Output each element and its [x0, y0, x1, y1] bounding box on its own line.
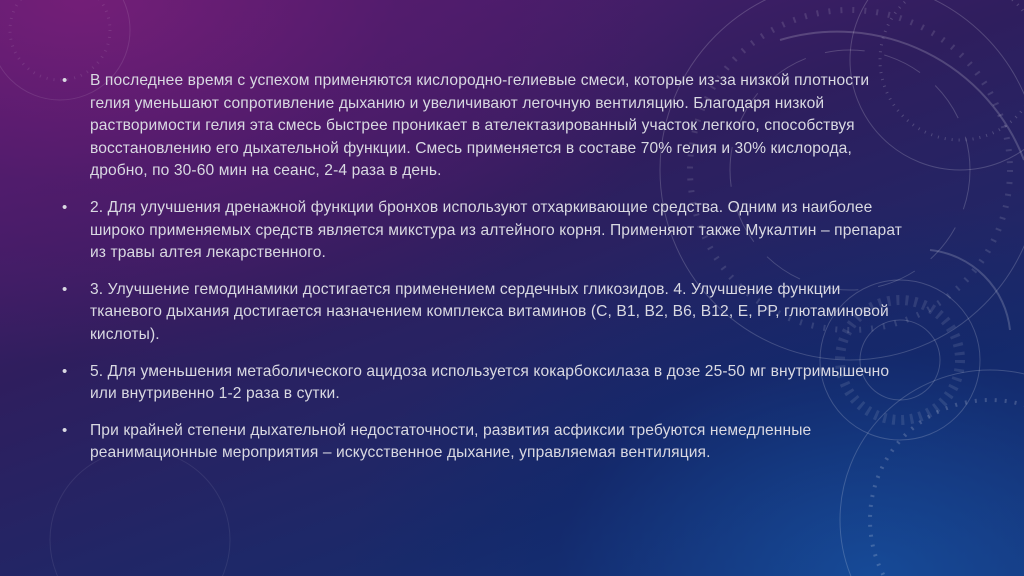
bullet-item-drainage	[62, 197, 907, 265]
bullet-marker: •	[62, 72, 68, 89]
bullet-text: При крайней степени дыхательной недостаточности, развития асфиксии требуются немедленные реанимационные мероприятия – искусственное дыхание, управляемая вентиляция.	[90, 421, 812, 462]
bullet-item-resuscitation	[62, 420, 907, 465]
bullet-marker: •	[62, 362, 68, 380]
bullet-text: 2. Для улучшения дренажной функции бронхов используют отхаркивающие средства. Одним из наиболее широко применяемых средств является микстура из алтейного корня. Применяют также Мукалтин – препарат из травы алтея лекарственного.	[90, 198, 903, 262]
bullet-text: В последнее время с успехом применяются кислородно-гелиевые смеси, которые из-за низкой плотности гелия уменьшают сопротивление дыханию и увеличивают легочную вентиляцию. Благодаря низкой растворимости гелия эта смесь быстрее проникает в ателектазированный участок легкого, способствуя восстановлению его дыхательной функции. Смесь применяется в составе 70% гелия и 30% кислорода, дробно, по 30-60 мин на сеанс, 2-4 раза в день.	[90, 72, 870, 180]
bullet-item-hemodynamics	[62, 279, 907, 347]
bullet-marker: •	[62, 421, 68, 439]
bullet-marker: •	[62, 280, 68, 298]
bullet-list	[62, 70, 907, 479]
bullet-item-acidosis	[62, 361, 907, 406]
bullet-text: 3. Улучшение гемодинамики достигается применением сердечных гликозидов. 4. Улучшение функции тканевого дыхания достигается назначением комплекса витаминов (С, В1, В2, В6, В12, Е, РР, глютаминовой кислоты).	[90, 280, 889, 343]
bullet-text: 5. Для уменьшения метаболического ацидоза используется кокарбоксилаза в дозе 25-50 мг внутримышечно или внутривенно 1-2 раза в сутки.	[90, 362, 890, 403]
bullet-marker: •	[62, 198, 68, 216]
bullet-item-helium	[62, 70, 907, 183]
